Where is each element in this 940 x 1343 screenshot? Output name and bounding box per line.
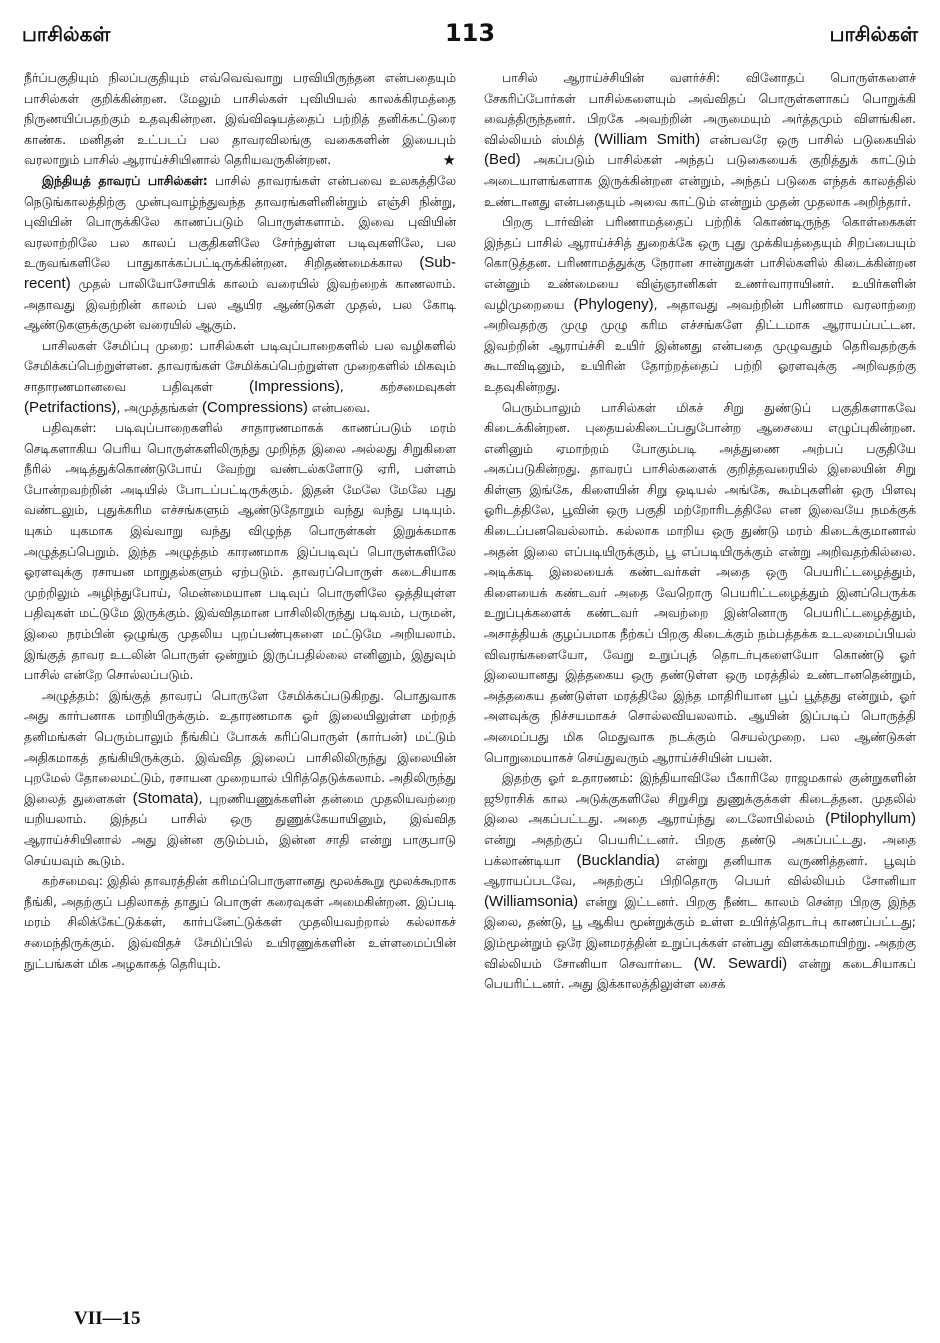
latin-term: (Compressions) bbox=[201, 398, 308, 416]
right-column bbox=[484, 68, 916, 1296]
latin-term: (W. Sewardi) bbox=[693, 954, 788, 972]
paragraph-text: என்பவை. bbox=[307, 399, 371, 415]
left-column bbox=[24, 68, 456, 1296]
paragraph-text: பாசில் தாவரங்கள் என்பவை உலகத்திலே நெடுங்காலத்திற்கு முன்புவாழ்ந்துவந்த தாவரங்களினின்றும் எஞ்சி நின்று, புவியின் பொருக்கிலே காணப்படும் பொருள்களாம். இவை புவியின் வரலாற்றிலே பல காலப் பகுதிகளிலே சேர்ந்துள்ள படிவுகளிலே, பல உருவங்களிலே பாதுகாக்கப்பட்டிருக்கின்றன. சிறிதண்மைக்கால bbox=[24, 172, 456, 271]
paragraph-text: அகப்படும் பாசில்கள் அந்தப் படுகையைக் குறித்துக் காட்டும் அடையாளங்களாக இருக்கின்றன என்றும், அந்தப் படுகை எந்தக் காலத்தில் உண்டானது என்பதையும் அவை காட்டும் என்றும் முதன் முதலாக அறிந்தார். bbox=[484, 152, 916, 209]
paragraph-text: பாசில் ஆராய்ச்சியின் வளர்ச்சி: வினோதப் பொருள்களைச் சேகரிப்போர்கள் பாசில்களையும் அவ்விதப் பொருள்களாகப் பொறுக்கி வைத்திருந்தனர். பிறகே அவற்றின் அருமையும் அர்த்தமும் விளங்கின. வில்லியம் ஸ்மித் bbox=[484, 70, 916, 147]
running-header-left: பாசில்கள் bbox=[22, 22, 111, 46]
paragraph-indian-plant-fossils bbox=[24, 171, 456, 336]
paragraph-text: , புறணியணுக்களின் தன்மை முதலியவற்றை யறியலாம். இந்தப் பாசில் ஒரு துணுக்கேயாயினும், இவ்வித ஆராய்ச்சியினால் அது இன்ன குடும்பம், இன்ன சாதி என்று பாகுபாடு செய்யவும் கூடும். bbox=[24, 790, 456, 868]
paragraph-text: என்று இட்டனர். பிறகு நீண்ட காலம் சென்ற பிறகு இந்த இலை, தண்டு, பூ ஆகிய மூன்றுக்கும் உள்ள உயிர்த்தொடர்பு காணப்பட்டது; இம்மூன்றும் ஒரே இனமரத்தின் உறுப்புக்கள் என்பது விளக்கமாயிற்று. அதற்கு வில்லியம் சோனியா செவார்டை bbox=[484, 893, 916, 971]
page-number: 113 bbox=[444, 19, 496, 47]
paragraph-text: என்பவரே ஒரு பாசில் படுகையில் bbox=[700, 131, 916, 147]
paragraph-impressions bbox=[24, 418, 456, 686]
latin-term: (William Smith) bbox=[593, 130, 701, 148]
paragraph-darwin bbox=[484, 212, 916, 397]
paragraph-text: என்று கடைசியாகப் பெயரிட்டனர். அது இக்காலத்திலுள்ள சைக் bbox=[484, 955, 916, 992]
paragraph-text: பெரும்பாலும் பாசில்கள் மிகச் சிறு துண்டுப் பகுதிகளாகவே கிடைக்கின்றன. புதையல்கிடைப்பதுபோன்ற ஆசையை எழுப்புகின்றன. எனினும் ஏமாற்றம் போகும்படி அத்துணை அற்பப் பகுதியே அகப்படுகின்றது. தாவரப் பாசில்களைக் குறித்தவரையில் இலையின் சிறு கிள்ளு இங்கே, கிளையின் சிறு ஒடியல் அங்கே, கூம்புகளின் ஒரு பிளவு ஓரிடத்திலே, பூவின் ஒரு பகுதி மற்றோரிடத்திலே என இவையே நமக்குக் கிடைப்பனவெல்லாம். கல்லாக மாறிய ஒரு துண்டு மரம் கிடைக்குமானால் அதன் இலை எப்படியிருக்கும், பூ எப்படியிருக்கும் என்று அறிவதற்கில்லை. அடிக்கடி இலையைக் கண்டவர்கள் அதை ஒரு பெயரிட்டழைத்தும், கிளையைக் கண்டவர் அதை வேறொரு பெயரிட்டழைத்தும் இனப்பெருக்க உறுப்புக்களைக் கண்டவர் அவற்றை இன்னொரு பெயரிட்டழைத்தும், அசாத்தியக் குழப்பமாக நீற்கப் பிறகு கிடைக்கும் நம்பத்தக்க உடலமைப்பியல் விவரங்களையோ, வேறு உறுப்புத் தொடர்புகளையோ கொண்டு ஓர் இலையானது இத்தகைய ஒரு தண்டுள்ள ஒரு மரத்தில் உண்டானதென்றும், அத்தகைய தண்டுள்ள மரத்திலே இந்த மாதிரியான பூப் பூத்தது என்றும், ஓர் அளவுக்கு நிச்சயமாகச் சொல்லவியலலாம். ஆயின் இப்படிப் பொருத்தி அமைப்பது மிக மெதுவாக நடக்கும் செயல்முறை. பல ஆண்டுகள் பொறுமையாகச் செய்துவரும் ஆராய்ச்சியின் பயன். bbox=[484, 399, 916, 765]
paragraph-text: என்று அதற்குப் பெயரிட்டனர். பிறகு தண்டு அகப்பட்டது. அதை பக்லாண்டியா bbox=[484, 831, 916, 868]
paragraph-text: , அதாவது அவற்றின் பரிணாம வரலாற்றை அறிவதற்கு முழு முழு கரிம எச்சங்களே திட்டமாக ஆராயப்பட்டன. இவற்றின் ஆராய்ச்சி உயிர் இன்னது என்பதை முழுவதும் தெரிவதற்குக் கூடாவிடினும், உயிரின் தோற்றத்தைப் பற்றி ஓரளவுக்கு அறிவதற்கு உதவுகின்றது. bbox=[484, 296, 916, 394]
paragraph-text: இதற்கு ஓர் உதாரணம்: இந்தியாவிலே பீகாரிலே ராஜமகால் குன்றுகளின் ஜூராசிக் கால அடுக்குகளிலே சிறுசிறு துணுக்குக்கள் கிடைத்தன. முதலில் இலை அகப்பட்டது. அதை ஆராய்ந்து டைலோபில்லம் bbox=[484, 770, 916, 827]
latin-term: (Petrifactions) bbox=[24, 398, 117, 416]
paragraph-example bbox=[484, 768, 916, 995]
paragraph-text: அழுத்தம்: இங்குத் தாவரப் பொருளே சேமிக்கப்படுகிறது. பொதுவாக அது கார்பனாக மாறியிருக்கும். உதாரணமாக ஓர் இலையிலுள்ள மற்றத் தனிமங்கள் பெரும்பாலும் நீங்கிப் போகக் கரிப்பொருள் (கார்பன்) மட்டும் அதிகமாகத் தங்கியிருக்கும். இவ்வித இலைப் பாசிலிலிருந்து இலையின் புறமேல் தோலைமட்டும், ரசாயன முறையால் பிரித்தெடுக்கலாம். அதிலிருந்து இலைத் துளைகள் bbox=[24, 687, 456, 806]
latin-term: (Sub-recent) bbox=[24, 254, 456, 292]
paragraph-text: , அமுத்தங்கள் bbox=[116, 399, 202, 415]
running-header-right: பாசில்கள் bbox=[829, 22, 918, 46]
paragraph-text: பாசிலகள் சேமிப்பு முறை: பாசில்கள் படிவுப்பாறைகளில் பல வழிகளில் சேமிக்கப்பெற்றுள்ளன. தாவரங்கள் சேமிக்கப்பெற்றுள்ள முறைகளில் மிகவும் சாதாரணமானவை பதிவுகள் bbox=[24, 337, 456, 394]
latin-term: (Bed) bbox=[484, 151, 521, 169]
paragraph-preservation-methods bbox=[24, 336, 456, 418]
latin-term: (Stomata) bbox=[132, 789, 199, 807]
latin-term: (Phylogeny) bbox=[573, 295, 654, 313]
paragraph-text: பதிவுகள்: படிவுப்பாறைகளில் சாதாரணமாகக் காணப்படும் மரம் செடிகளாகிய பெரிய பொருள்களிலிருந்து முறிந்த இலை அல்லது சிறுகிளை நீரில் அடித்துக்கொண்டுபோய் வேற்று வண்டல்களோடு ஏரி, பள்ளம் போன்றவற்றின் அடியில் போடப்பட்டிருக்கும். இதன் மேலே மேலே புது வண்டலும், புதுக்கரிம எச்சங்களும் ஆண்டுதோறும் வந்து வந்து படியும். யுகம் யுகமாக இவ்வாறு வந்து விழுந்த பொருள்கள் இறுக்கமாக அழுத்தப்பெறும். இந்த அழுத்தம் காரணமாக இப்படிவுப் பொருள்களிலே ஓரளவுக்கு ரசாயன மாறுதல்களும் ஏற்படும். தாவரப்பொருள் கடைசியாக முற்றிலும் அழிந்துபோய், மென்மையான படிவுப் பொருளிலே ஒத்தியுள்ள பதிவுகள் மட்டுமே இருக்கும். இவ்விதமான பாசிலிலிருந்து படிவம், பருமன், இலை நரம்பின் ஒழுங்கு முதலிய புறப்பண்புகளை மட்டுமே அறியலாம். இங்குத் தாவர உடலின் பொருள் ஒன்றும் இருப்பதில்லை எனினும், இதுவும் பாசில் என்றே சொல்லப்படும். bbox=[24, 420, 456, 683]
paragraph-text: , கற்சமைவுகள் bbox=[339, 378, 456, 394]
latin-term: (Bucklandia) bbox=[576, 851, 660, 869]
paragraph-petrifaction bbox=[24, 871, 456, 974]
latin-term: (Ptilophyllum) bbox=[825, 810, 916, 828]
paragraph-fragments bbox=[484, 398, 916, 769]
paragraph-text: கற்சமைவு: இதில் தாவரத்தின் கரிமப்பொருளானது மூலக்கூறு மூலக்கூறாக நீங்கி, அதற்குப் பதிலாகத் தாதுப் பொருள் கரைவுகள் அமைகின்றன. இப்படி மரம் சிலிக்கேட்டுக்கள், கார்பனேட்டுக்கள் முதலியவற்றால் கல்லாகச் சமைந்திருக்கும். இவ்விதச் சேமிப்பில் உயிரணுக்களின் உள்ளமைப்பின் நுட்பங்கள் மிக அழகாகத் தெரியும். bbox=[24, 873, 456, 971]
paragraph-text: நீர்ப்பகுதியும் நிலப்பகுதியும் எவ்வெவ்வாறு பரவியிருந்தன என்பதையும் பாசில்கள் குறிக்கின்றன. மேலும் பாசில்கள் புவியியல் காலக்கிரமத்தை நிருணயிப்பதற்கும் உதவுகின்றன. இவ்விஷயத்தைப் பற்றித் தனிக்கட்டுரை காண்க. மனிதன் உட்படப் பல தாவரவிலங்கு வகைகளின் இயைபும் வரலாறும் பாசில் ஆராய்ச்சியினால் தெரியவருகின்றன. bbox=[24, 70, 456, 168]
paragraph-text: என்று தனியாக வருணித்தனர். பூவும் ஆராயப்படவே, அதற்குப் பிறிதொரு பெயர் வில்லியம் சோனியா bbox=[484, 852, 916, 889]
paragraph-text: முதல் பாலியோசோயிக் காலம் வரையில் இவற்றைக் காணலாம். அதாவது இவற்றின் காலம் பல ஆயிர ஆண்டுகள் முதல், பல கோடி ஆண்டுகளுக்குமுன் வரையில் ஆகும். bbox=[24, 275, 456, 333]
paragraph-text: பிறகு டார்வின் பரிணாமத்தைப் பற்றிக் கொண்டிருந்த கொள்கைகள் இந்தப் பாசில் ஆராய்ச்சித் துறைக்கே ஒரு புது முக்கியத்தையும் சிறப்பையும் கொடுத்தன. பரிணாமத்துக்கு நேரான சான்றுகள் பாசில்களில் கிடைக்கின்றன என்னும் உண்மையை விஞ்ஞானிகள் உணர்வாராயினர். உயிர்களின் வழிமுறையை bbox=[484, 214, 916, 312]
paragraph-research-growth bbox=[484, 68, 916, 212]
latin-term: (Williamsonia) bbox=[484, 892, 579, 910]
star-icon: ★ bbox=[442, 151, 456, 170]
section-heading: இந்தியத் தாவரப் பாசில்கள்: bbox=[42, 172, 208, 188]
paragraph-continuation bbox=[24, 68, 456, 171]
latin-term: (Impressions) bbox=[249, 377, 340, 395]
paragraph-compressions bbox=[24, 686, 456, 871]
volume-signature: VII—15 bbox=[74, 1308, 141, 1329]
